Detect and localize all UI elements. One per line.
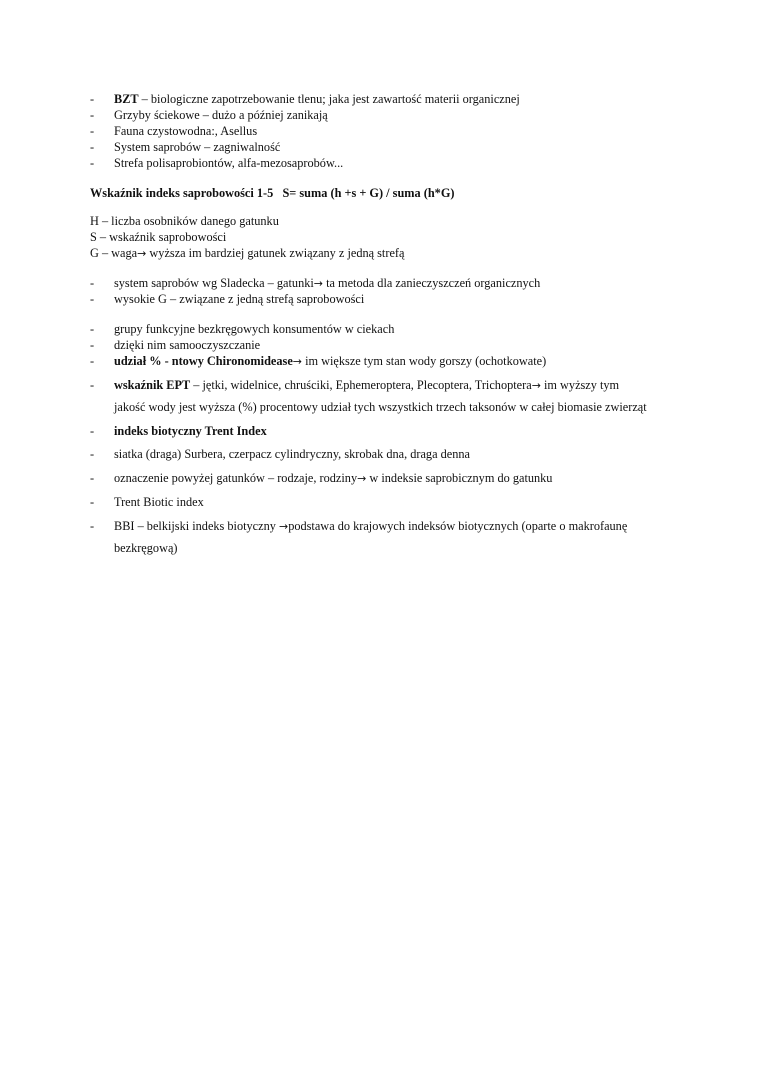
item-text: Trent Biotic index — [114, 495, 204, 509]
bullet-dash: - — [90, 378, 95, 392]
arrow-icon: → — [313, 277, 324, 290]
section-heading: Wskaźnik indeks saprobowości 1-5 S= suma (h +s + G) / suma (h*G) — [90, 186, 455, 200]
bullet-dash: - — [90, 92, 95, 106]
bullet-dash: - — [90, 322, 95, 336]
bullet-dash: - — [90, 338, 95, 352]
arrow-icon: → — [137, 247, 147, 260]
bullet-dash: - — [90, 354, 95, 368]
term-ept: wskaźnik EPT — [114, 378, 191, 392]
bullet-dash: - — [90, 495, 95, 509]
item-text: wysokie G – związane z jedną strefą saprobowości — [114, 292, 365, 306]
item-text: siatka (draga) Surbera, czerpacz cylindryczny, skrobak dna, draga denna — [114, 447, 470, 461]
item-text: dzięki nim samooczyszczanie — [114, 338, 261, 352]
definition-g: G – waga→ wyższa im bardziej gatunek związany z jedną strefą — [90, 246, 405, 260]
bullet-dash: - — [90, 447, 95, 461]
definition-h: H – liczba osobników danego gatunku — [90, 214, 279, 228]
bullet-dash: - — [90, 471, 95, 485]
document-page: - BZT – biologiczne zapotrzebowanie tlenu; jaka jest zawartość materii organicznej - Grzyby ściekowe – dużo a później zanikają - Fauna czystowodna:, Asellus - System saprobów – zagniwalność - Strefa polisaprobiontów, alfa-mezosaprobów... Wskaźnik indeks saprobowości 1-5 S= suma (h +s + G) / suma (h*G) H – liczba osobników danego gatunku S – wskaźnik saprobowości G – waga→ wyższa im bardziej gatunek związany z jedną strefą - system saprobów wg Sladecka – gatunki→ ta metoda dla zanieczyszczeń organicznych - wysokie G – związane z jedną strefą saprobowości - grupy funkcyjne bezkręgowych konsumentów w ciekach - dzięki nim samooczyszczanie - udział % - ntowy Chironomidease→ im większe tym stan wody gorszy (ochotkowate) - wskaźnik EPT – jętki, widelnice, chruściki, Ephemeroptera, Plecoptera, Trichoptera→ im wyższy tym jakość wody jest wyższa (%) procentowy udział tych wszystkich trzech taksonów w całej biomasie zwierząt - indeks biotyczny Trent Index - siatka (draga) Surbera, czerpacz cylindryczny, skrobak dna, draga denna - oznaczenie powyżej gatunków – rodzaje, rodziny→ w indeksie saprobicznym do gatunku - Trent Biotic index - BBI – belkijski indeks biotyczny →podstawa do krajowych indeksów biotycznych (oparte o makrofaunę bezkręgową) — [90, 92, 647, 555]
arrow-icon: → — [531, 379, 541, 392]
bullet-dash: - — [90, 424, 95, 438]
bullet-dash: - — [90, 140, 95, 154]
continuation-line: jakość wody jest wyższa (%) procentowy udział tych wszystkich trzech taksonów w całej biomasie zwierząt — [114, 400, 647, 414]
item-text: Strefa polisaprobiontów, alfa-mezosaprobów... — [114, 156, 344, 170]
item-text: Grzyby ściekowe – dużo a później zanikają — [114, 108, 328, 122]
bullet-dash: - — [90, 519, 95, 533]
definition-s: S – wskaźnik saprobowości — [90, 230, 227, 244]
arrow-icon: → — [357, 472, 367, 485]
bullet-dash: - — [90, 156, 95, 170]
bullet-dash: - — [90, 124, 95, 138]
bullet-dash: - — [90, 292, 95, 306]
bullet-dash: - — [90, 276, 95, 290]
arrow-icon: → — [278, 520, 289, 533]
arrow-icon: → — [292, 355, 302, 368]
continuation-line: bezkręgową) — [114, 541, 178, 555]
term-trent-index: indeks biotyczny Trent Index — [114, 424, 267, 438]
item-text: System saprobów – zagniwalność — [114, 140, 281, 154]
item-text: – biologiczne zapotrzebowanie tlenu; jaka jest zawartość materii organicznej — [138, 92, 520, 106]
item-text: Fauna czystowodna:, Asellus — [114, 124, 258, 138]
item-text: grupy funkcyjne bezkręgowych konsumentów w ciekach — [114, 322, 395, 336]
term-chironomidae: udział % - ntowy Chironomidease — [114, 354, 293, 368]
bullet-dash: - — [90, 108, 95, 122]
term-bzt: BZT — [114, 92, 139, 106]
